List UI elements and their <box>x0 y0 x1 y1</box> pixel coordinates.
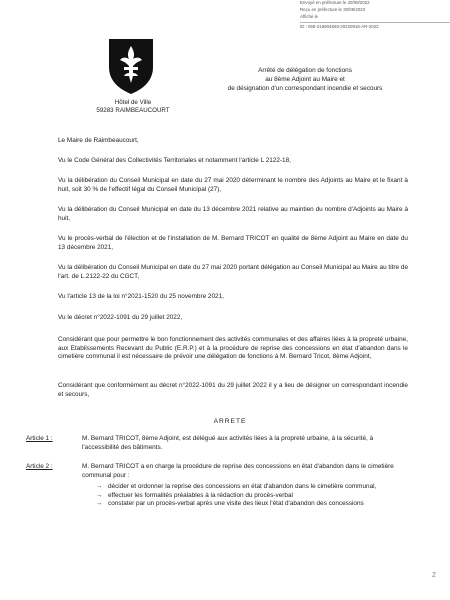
mayor-line <box>58 137 408 146</box>
page-number: 2 <box>432 572 436 579</box>
article-2-label: Article 2 : <box>26 463 53 470</box>
stamp-line-received: Reçu en préfecture le 20/09/2022 <box>300 6 366 12</box>
title-line-2: au 8ème Adjoint au Maire et <box>265 76 345 84</box>
paragraph: Considérant que pour permettre le bon fonctionnement des activités communales et des affaires liées à la propreté urbaine, aux Etablissements Recevant du Public (E.R.P.) et à la procédure de reprise des concessions en état d'abandon dans le cimetière communal il est nécessaire de prévoir une délégation de fonctions à M. Bernard Tricot, 8ème Adjoint, <box>58 336 408 361</box>
article-1-text: M. Bernard TRICOT, 8ème Adjoint, est délégué aux activités liées à la propreté urbaine, à la sécurité, à l'accessibilité des bâtiments. <box>82 435 374 451</box>
title-line-1: Arrêté de délégation de fonctions <box>258 67 352 74</box>
stamp-line-posted: Affiché le <box>300 13 318 19</box>
arrete-heading: ARRETE <box>213 418 247 425</box>
arrow-icon: → <box>96 491 103 499</box>
visa-cgct <box>58 157 408 166</box>
town-hall-address <box>78 99 188 116</box>
visa-delegation-conseil <box>58 264 408 281</box>
town-address: 59283 RAIMBEAUCOURT <box>96 107 170 115</box>
considerant-delegation <box>58 336 408 362</box>
paragraph: Vu l'article 13 de la loi n°2021-1520 du 25 novembre 2021, <box>58 293 224 300</box>
list-item <box>96 500 386 509</box>
arrow-icon: → <box>96 500 103 508</box>
visa-deliberation-adjoints <box>58 177 408 194</box>
town-hall-label: Hôtel de Ville <box>114 99 152 106</box>
article-2-text: M. Bernard TRICOT a en charge la procédure de reprise des concessions en état d'abandon dans le cimetière communal pour : <box>82 463 394 479</box>
paragraph: Vu le Code Général des Collectivités Territoriales et notamment l'article L 2122-18, <box>58 157 291 164</box>
paragraph: Le Maire de Raimbeaucourt, <box>58 137 139 144</box>
visa-proces-verbal <box>58 235 408 252</box>
bullet-text: décider et ordonner la reprise des concessions en état d'abandon dans le cimetière communal, <box>108 483 377 490</box>
visa-deliberation-maintien <box>58 206 408 223</box>
paragraph: Vu la délibération du Conseil Municipal en date du 27 mai 2020 portant délégation au Conseil Municipal au Maire au titre de l'art. de L.2122-22 du CGCT, <box>58 264 408 280</box>
paragraph: Vu la délibération du Conseil Municipal en date du 13 décembre 2021 relative au maintien du nombre d'Adjoints au Maire à huit, <box>58 206 408 222</box>
prefecture-stamp <box>300 0 450 40</box>
bullet-text: constater par un procès-verbal après une visite des lieux l'état d'abandon des concessions <box>108 500 364 508</box>
bullet-text: effectuer les formalités préalables à la rédaction du procès-verbal <box>108 491 293 499</box>
article-1-label: Article 1 : <box>26 435 53 442</box>
arrow-icon: → <box>96 483 103 490</box>
visa-decret <box>58 314 408 323</box>
coat-of-arms-logo <box>107 37 155 95</box>
paragraph: Considérant que conformément au décret n°2022-1091 du 29 juillet 2022 il y a lieu de désigner un correspondant incendie et secours, <box>58 382 408 398</box>
list-item <box>96 483 386 492</box>
article-2-bullets <box>96 483 386 509</box>
document-title <box>195 66 415 94</box>
paragraph: Vu le procès-verbal de l'élection et de l'installation de M. Bernard TRICOT en qualité de 8ème Adjoint au Maire en date du 13 décembre 2021, <box>58 235 408 251</box>
list-item <box>96 492 386 501</box>
visa-loi <box>58 293 408 302</box>
stamp-line-sent: Envoyé en préfecture le 20/09/2022 <box>300 0 370 5</box>
considerant-correspondant <box>58 382 408 399</box>
stamp-line-id: ID : 059-215904849-20220916-AR-2022 <box>300 22 450 31</box>
paragraph: Vu le décret n°2022-1091 du 29 juillet 2022, <box>58 314 183 321</box>
paragraph: Vu la délibération du Conseil Municipal en date du 27 mai 2020 déterminant le nombre des Adjoints au Maire et le fixant à huit, soit 30 % de l'effectif légal du Conseil Municipal (27), <box>58 177 408 193</box>
title-line-3: de désignation d'un correspondant incendie et secours <box>227 85 383 93</box>
